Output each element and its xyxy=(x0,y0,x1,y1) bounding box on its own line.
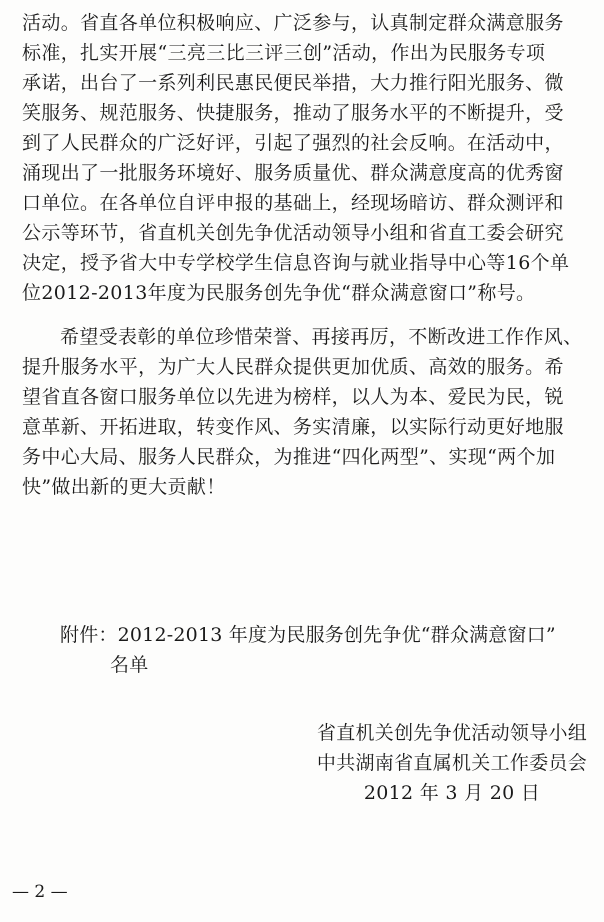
signature-block xyxy=(312,718,592,808)
text-line: 望省直各窗口服务单位以先进为榜样，以人为本、爱民为民，锐 xyxy=(22,386,564,408)
paragraph-1 xyxy=(22,8,587,308)
text-line: 快”做出新的更大贡献！ xyxy=(22,476,226,498)
paragraph-2 xyxy=(22,322,587,502)
text-line: 决定，授予省大中专学校学生信息咨询与就业指导中心等16个单 xyxy=(22,252,570,274)
attachment-line: 附件：2012-2013 年度为民服务创先争优“群众满意窗口” xyxy=(60,624,556,646)
issue-date: 2012 年 3 月 20 日 xyxy=(363,782,541,804)
text-line: 活动。省直各单位积极响应、广泛参与，认真制定群众满意服务 xyxy=(22,12,564,34)
text-line: 位2012-2013年度为民服务创先争优“群众满意窗口”称号。 xyxy=(22,282,536,304)
text-line: 口单位。在各单位自评申报的基础上，经现场暗访、群众测评和 xyxy=(22,192,564,214)
text-line: 标准，扎实开展“三亮三比三评三创”活动，作出为民服务专项 xyxy=(22,42,546,64)
text-line: 到了人民群众的广泛好评，引起了强烈的社会反响。在活动中， xyxy=(22,132,564,154)
page-number: — 2 — xyxy=(12,882,68,902)
text-line: 意革新、开拓进取，转变作风、务实清廉，以实际行动更好地服 xyxy=(22,416,564,438)
text-line: 公示等环节，省直机关创先争优活动领导小组和省直工委会研究 xyxy=(22,222,564,244)
text-line: 笑服务、规范服务、快捷服务，推动了服务水平的不断提升，受 xyxy=(22,102,564,124)
text-line: 提升服务水平，为广大人民群众提供更加优质、高效的服务。希 xyxy=(22,356,564,378)
text-line: 希望受表彰的单位珍惜荣誉、再接再厉，不断改进工作作风、 xyxy=(60,326,583,348)
issuing-organization: 中共湖南省直属机关工作委员会 xyxy=(316,752,588,774)
text-line: 涌现出了一批服务环境好、服务质量优、群众满意度高的优秀窗 xyxy=(22,162,564,184)
text-line: 承诺，出台了一系列利民惠民便民举措，大力推行阳光服务、微 xyxy=(22,72,564,94)
issuing-organization: 省直机关创先争优活动领导小组 xyxy=(316,722,588,744)
attachment-note xyxy=(60,620,590,680)
attachment-line-continued: 名单 xyxy=(110,654,149,676)
document-body xyxy=(22,8,587,502)
text-line: 务中心大局、服务人民群众，为推进“四化两型”、实现“两个加 xyxy=(22,446,556,468)
